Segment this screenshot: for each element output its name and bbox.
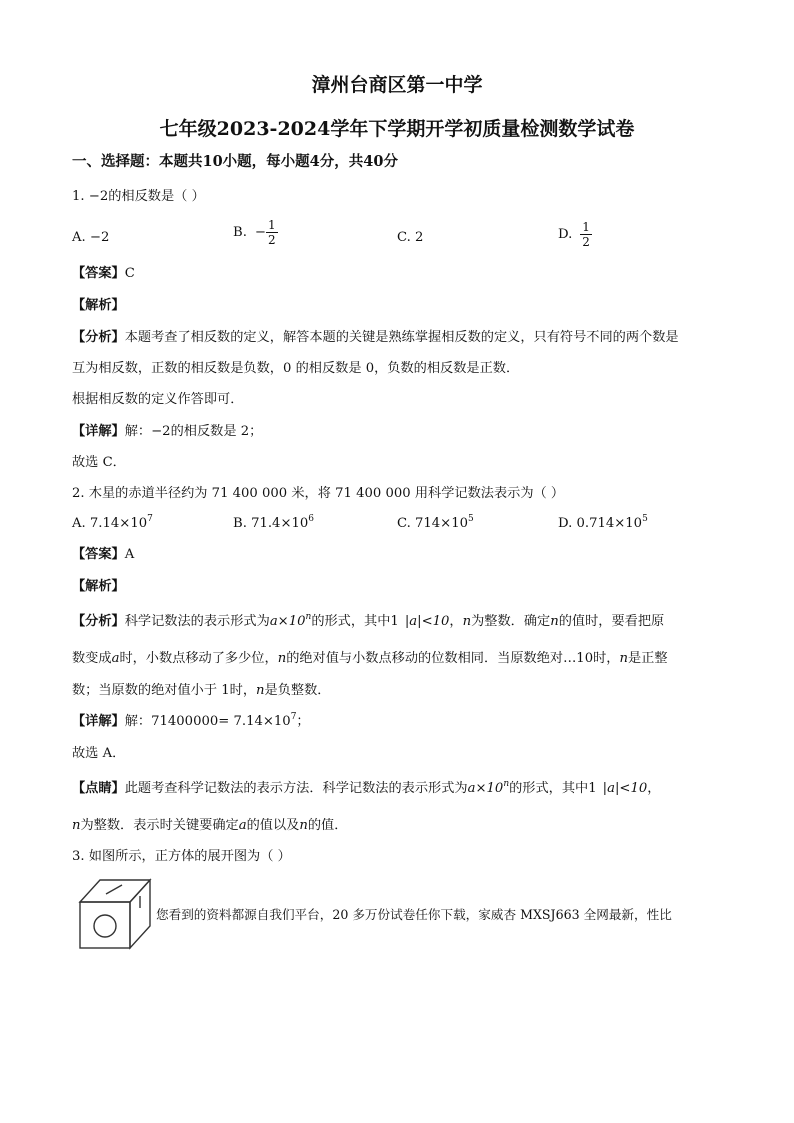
dianjing-text: 为整数．表示时关键要确定	[80, 818, 239, 833]
fenxi-tag: 【分析】	[72, 614, 125, 629]
math-var: a	[111, 651, 120, 666]
denominator: 2	[582, 235, 590, 249]
question-text: 的相反数是（ ）	[108, 189, 205, 204]
circle-mark	[94, 915, 116, 937]
option-text: C. 714×10	[397, 516, 469, 531]
exponent: 7	[147, 514, 153, 524]
question-3-stem	[72, 848, 291, 866]
detail-tag: 【详解】	[72, 714, 125, 729]
option-label: D.	[558, 226, 573, 242]
answer-value: A	[124, 547, 135, 562]
detail-line	[72, 713, 310, 731]
analysis-line: 根据相反数的定义作答即可．	[72, 392, 244, 407]
math-value: −2	[88, 189, 109, 204]
option-a: A. −2	[72, 230, 110, 245]
option-text: A. 7.14×10	[72, 516, 148, 531]
fraction	[580, 220, 592, 249]
option-d	[558, 220, 592, 249]
fenxi-tag: 【分析】	[72, 330, 125, 345]
cube-front-face	[80, 902, 130, 948]
exponent: n	[305, 612, 312, 622]
analysis-text: 的值时，要看把原	[558, 614, 665, 629]
analysis-text: 科学记数法的表示形式为	[124, 614, 270, 629]
answer-tag: 【答案】	[72, 266, 125, 281]
analysis-text: 的绝对值与小数点移动的位数相同．当原数绝对…10时，	[286, 651, 620, 666]
dianjing-text: 的值以及	[246, 818, 300, 833]
school-title: 漳州台商区第一中学	[311, 74, 483, 96]
analysis-line	[72, 613, 664, 631]
analysis-text: 的形式，其中1	[311, 614, 399, 629]
analysis-line	[72, 650, 668, 668]
analysis-tag: 【解析】	[72, 579, 125, 594]
section-title: 一、选择题：本题共10小题，每小题4分，共40分	[72, 153, 398, 170]
math-formula: a×10	[467, 781, 504, 796]
math-var: n	[256, 683, 265, 698]
analysis-line	[72, 682, 330, 700]
math-var: n	[619, 651, 628, 666]
math-formula: a×10	[269, 614, 306, 629]
math-var: n	[72, 818, 81, 833]
numerator: 1	[267, 218, 276, 232]
dianjing-text: ，	[647, 781, 661, 796]
exponent: 6	[308, 514, 315, 524]
exponent: 5	[642, 514, 648, 524]
question-text: 木星的赤道半径约为 71 400 000 米，将 71 400 000 用科学记数法表示为（ ）	[88, 486, 565, 501]
math-var: a	[238, 818, 247, 833]
fraction	[266, 218, 278, 247]
analysis-line: 互为相反数，正数的相反数是负数，0 的相反数是 0，负数的相反数是正数．	[72, 361, 520, 376]
analysis-tag: 【解析】	[72, 298, 125, 313]
choose-line: 故选 C．	[72, 455, 126, 470]
dianjing-text: 的形式，其中1	[509, 781, 597, 796]
question-number: 3.	[72, 849, 85, 864]
option-b	[233, 218, 278, 247]
dianjing-text: 的值．	[307, 818, 348, 833]
analysis-text: 本题考查了相反数的定义，解答本题的关键是熟练掌握相反数的定义，只有符号不同的两个数是	[124, 330, 679, 345]
detail-text: 解：−2的相反数是 2；	[124, 424, 263, 439]
question-2-stem	[72, 485, 564, 503]
choose-line: 故选 A．	[72, 746, 126, 761]
answer-line	[72, 546, 134, 564]
question-number: 2.	[72, 486, 85, 501]
math-var: n	[462, 614, 472, 629]
denominator: 2	[267, 233, 276, 247]
option-d	[558, 515, 648, 533]
question-number: 1.	[72, 189, 85, 204]
exponent: n	[503, 779, 510, 789]
ad-text: 您看到的资料都源自我们平台，20 多万份试卷任你下载，家威杏 MXSJ663 全网最新，性比	[156, 907, 672, 922]
exponent: 5	[468, 514, 474, 524]
answer-value: C	[124, 266, 135, 281]
option-c: C. 2	[397, 230, 424, 245]
detail-text: ；	[296, 714, 310, 729]
detail-text: 解：71400000= 7.14×10	[124, 714, 291, 729]
dianjing-line	[72, 780, 660, 798]
analysis-text: ，	[449, 614, 463, 629]
math-var: n	[299, 818, 308, 833]
exam-title: 七年级2023-2024学年下学期开学初质量检测数学试卷	[159, 118, 635, 140]
answer-line	[72, 265, 135, 283]
option-label: B.	[233, 224, 247, 240]
exponent: 7	[290, 712, 297, 722]
math-inequality: |a|<10	[602, 781, 648, 796]
option-text: B. 71.4×10	[233, 516, 309, 531]
analysis-text: 为整数．确定	[471, 614, 551, 629]
top-line-mark	[106, 885, 122, 894]
math-var: n	[277, 651, 287, 666]
dianjing-line	[72, 817, 347, 835]
answer-tag: 【答案】	[72, 547, 125, 562]
analysis-text: 数；当原数的绝对值小于 1时，	[72, 683, 257, 698]
analysis-text: 是正整	[627, 651, 668, 666]
analysis-text: 时，小数点移动了多少位，	[119, 651, 278, 666]
numerator: 1	[582, 220, 590, 234]
analysis-text: 是负整数．	[264, 683, 331, 698]
question-1-stem	[72, 188, 205, 206]
dianjing-text: 此题考查科学记数法的表示方法．科学记数法的表示形式为	[124, 781, 468, 796]
analysis-text: 数变成	[72, 651, 112, 666]
minus-sign: −	[254, 224, 266, 240]
math-var: n	[550, 614, 559, 629]
detail-line	[72, 423, 262, 441]
option-text: D. 0.714×10	[558, 516, 643, 531]
cube-figure	[76, 876, 154, 952]
question-text: 如图所示，正方体的展开图为（ ）	[88, 849, 291, 864]
option-a	[72, 515, 153, 533]
option-b	[233, 515, 314, 533]
detail-tag: 【详解】	[72, 424, 125, 439]
dianjing-tag: 【点睛】	[72, 781, 125, 796]
option-c	[397, 515, 474, 533]
analysis-line	[72, 329, 679, 347]
math-inequality: |a|<10	[404, 614, 450, 629]
cube-side-face	[130, 880, 150, 948]
